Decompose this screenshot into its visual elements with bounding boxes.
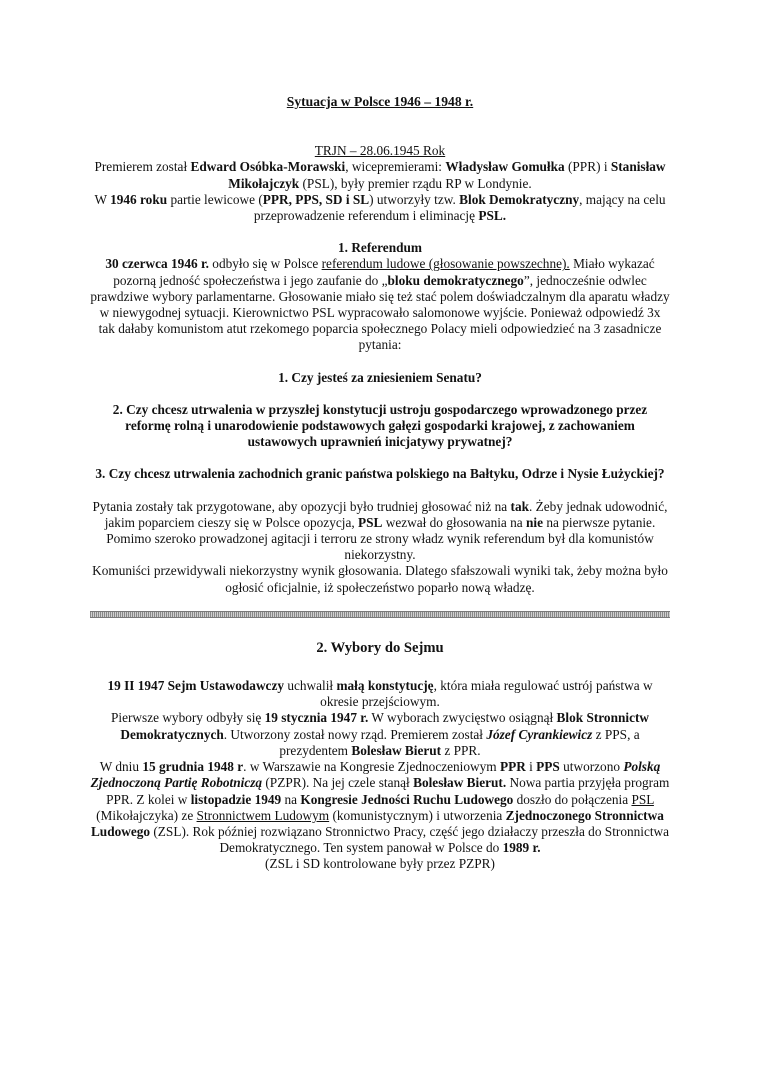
trjn-paragraph-1: Premierem został Edward Osóbka-Morawski, wicepremierami: Władysław Gomułka (PPR) i Stanisław Mikołajczyk (PSL), były premier rządu RP w Londynie.: [94, 159, 666, 191]
document-page: [90, 94, 670, 873]
question-1: 1. Czy jesteś za zniesieniem Senatu?: [278, 369, 482, 385]
question-2: 2. Czy chcesz utrwalenia w przyszłej konstytucji ustroju gospodarczego wprowadzonego przez reformę rolną i unarodowienie podstawowych gałęzi gospodarki krajowej, z zachowaniem ustawowych uprawnień inicjatywy prywatnej?: [112, 401, 648, 450]
question-3: 3. Czy chcesz utrwalenia zachodnich granic państwa polskiego na Bałtyku, Odrze i Nysie Łużyckiej?: [95, 466, 665, 482]
elections-paragraph-1: 19 II 1947 Sejm Ustawodawczy uchwalił małą konstytucję, która miała regulować ustrój państwa w okresie przejściowym.: [107, 678, 653, 710]
elections-heading: 2. Wybory do Sejmu: [316, 639, 444, 656]
trjn-paragraph-2: W 1946 roku partie lewicowe (PPR, PPS, SD i SL) utworzyły tzw. Blok Demokratyczny, mający na celu przeprowadzenie referendum i eliminację PSL.: [94, 191, 666, 224]
referendum-paragraph-3: Komuniści przewidywali niekorzystny wynik głosowania. Dlatego sfałszowali wyniki tak, żeby można było ogłosić oficjalnie, iż społeczeństwo poparło nową władzę.: [92, 563, 668, 595]
page-title: Sytuacja w Polsce 1946 – 1948 r.: [286, 94, 474, 109]
referendum-link: referendum ludowe (głosowanie powszechne).: [321, 256, 570, 272]
referendum-intro: 30 czerwca 1946 r. odbyło się w Polsce referendum ludowe (głosowanie powszechne). Miało wykazać pozorną jedność społeczeństwa i jego zaufanie do „bloku demokratycznego”, jednocześnie odwlec prawdziwe wybory parlamentarne. Głosowanie miało się też stać polem doświadczalnym dla aparatu władzy w niewygodnej sytuacji. Kierownictwo PSL wypracowało salomonowe wyjście. Ponieważ odpowiedź 3x tak dałaby komunistom atut rzekomego poparcia społecznego Polacy mieli odpowiedzieć na 3 zasadnicze pytania:: [90, 256, 670, 353]
trjn-heading: TRJN – 28.06.1945 Rok: [314, 143, 446, 159]
section-divider: [90, 611, 670, 618]
elections-paragraph-3: W dniu 15 grudnia 1948 r. w Warszawie na Kongresie Zjednoczeniowym PPR i PPS utworzono Polską Zjednoczoną Partię Robotniczą (PZPR). Na jej czele stanął Bolesław Bierut. Nowa partia przyjęła program PPR. Z kolei w listopadzie 1949 na Kongresie Jedności Ruchu Ludowego doszło do połączenia PSL (Mikołajczyka) ze Stronnictwem Ludowym (komunistycznym) i utworzenia Zjednoczonego Stronnictwa Ludowego (ZSL). Rok później rozwiązano Stronnictwo Pracy, część jego działaczy przeszła do Stronnictwa Demokratycznego. Ten system panował w Polsce do 1989 r.: [90, 759, 670, 856]
referendum-heading: 1. Referendum: [338, 240, 422, 256]
elections-paragraph-2: Pierwsze wybory odbyły się 19 stycznia 1947 r. W wyborach zwycięstwo osiągnął Blok Stronnictw Demokratycznych. Utworzony został nowy rząd. Premierem został Józef Cyrankiewicz z PPS, a prezydentem Bolesław Bierut z PPR.: [111, 710, 649, 758]
referendum-paragraph-1: Pytania zostały tak przygotowane, aby opozycji było trudniej głosować niż na tak. Żeby jednak udowodnić, jakim poparciem cieszy się w Polsce opozycja, PSL wezwał do głosowania na nie na pierwsze pytanie.: [92, 498, 668, 530]
referendum-paragraph-2: Pomimo szeroko prowadzonej agitacji i terroru ze strony władz wynik referendum był dla komunistów niekorzystny.: [106, 531, 654, 563]
elections-note: (ZSL i SD kontrolowane były przez PZPR): [265, 856, 495, 872]
